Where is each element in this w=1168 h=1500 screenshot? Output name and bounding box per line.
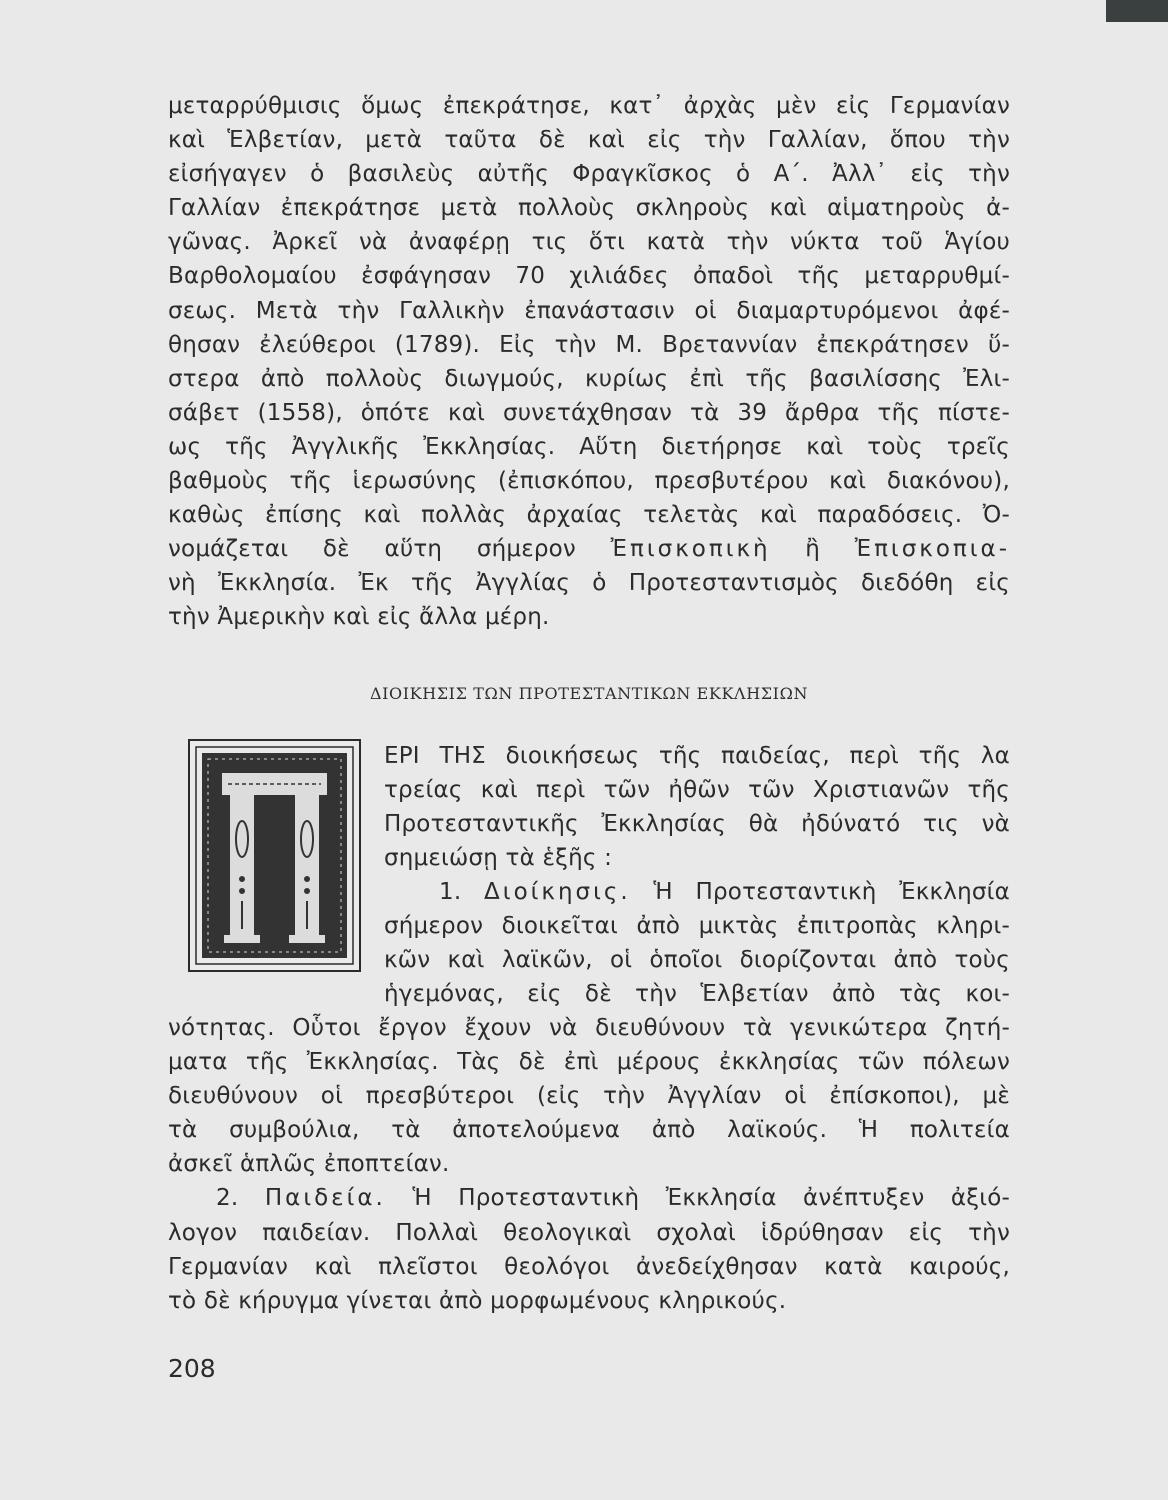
paragraph-line: βαθμοὺς τῆς ἱερωσύνης (ἐπισκόπου, πρεσβυτέρου καὶ διακόνου), [168, 468, 1010, 495]
paragraph-line: Γαλλίαν ἐπεκράτησε μετὰ πολλοὺς σκληροὺς καὶ αἱματηροὺς ἀ- [168, 195, 1010, 222]
paragraph-line: στερα ἀπὸ πολλοὺς διωγμούς, κυρίως ἐπὶ τῆς βασιλίσσης Ἐλι- [168, 365, 1010, 392]
paragraph-line: μεταρρύθμισις ὅμως ἐπεκράτησε, κατ᾽ ἀρχὰς μὲν εἰς Γερμανίαν [168, 93, 1010, 119]
paragraph-line: ΕΡΙ ΤΗΣ διοικήσεως τῆς παιδείας, περὶ τῆς λα [384, 743, 1010, 769]
section-heading: ΔΙΟΙΚΗΣΙΣ ΤΩΝ ΠΡΟΤΕΣΤΑΝΤΙΚΩΝ ΕΚΚΛΗΣΙΩΝ [369, 684, 809, 703]
paragraph-line: τὰ συμβούλια, τὰ ἀποτελούμενα ἀπὸ λαϊκούς. Ἡ πολιτεία [168, 1117, 1010, 1144]
spaced-term: Ἐπισκοπικὴ [610, 536, 771, 563]
paragraph-line: καθὼς ἐπίσης καὶ πολλὰς ἀρχαίας τελετὰς καὶ παραδόσεις. Ὀ- [168, 502, 1010, 529]
paragraph-line: ματα τῆς Ἐκκλησίας. Τὰς δὲ ἐπὶ μέρους ἐκκλησίας τῶν πόλεων [168, 1049, 1010, 1076]
dropcap-ornament [188, 739, 361, 972]
item-term: Παιδεία. [264, 1185, 386, 1212]
paragraph-line: τρείας καὶ περὶ τῶν ἠθῶν τῶν Χριστιανῶν τῆς [384, 777, 1010, 803]
paragraph-line: γῶνας. Ἀρκεῖ νὰ ἀναφέρῃ τις ὅτι κατὰ τὴν νύκτα τοῦ Ἁγίου [168, 229, 1010, 256]
paragraph-line: καὶ Ἑλβετίαν, μετὰ ταῦτα δὲ καὶ εἰς τὴν Γαλλίαν, ὅπου τὴν [168, 127, 1010, 154]
paragraph-line: εἰσήγαγεν ὁ βασιλεὺς αὐτῆς Φραγκῖσκος ὁ Α΄. Ἀλλ᾽ εἰς τὴν [168, 161, 1010, 188]
paragraph-line: Γερμανίαν καὶ πλεῖστοι θεολόγοι ἀνεδείχθησαν κατὰ καιρούς, [168, 1253, 1010, 1280]
paragraph-line: σημειώσῃ τὰ ἑξῆς : [384, 845, 613, 871]
paragraph-line: τὴν Ἀμερικὴν καὶ εἰς ἄλλα μέρη. [168, 604, 550, 631]
paragraph-line: νὴ Ἐκκλησία. Ἐκ τῆς Ἀγγλίας ὁ Προτεσταντισμὸς διεδόθη εἰς [168, 570, 1010, 597]
line-text: Ἡ Προτεσταντικὴ Ἐκκλησία ἀνέπτυξεν ἀξιό- [412, 1185, 1011, 1212]
paragraph-line: ως τῆς Ἀγγλικῆς Ἐκκλησίας. Αὕτη διετήρησε καὶ τοὺς τρεῖς [168, 433, 1010, 460]
paragraph-line: λογον παιδείαν. Πολλαὶ θεολογικαὶ σχολαὶ ἱδρύθησαν εἰς τὴν [168, 1219, 1010, 1246]
paragraph-line [168, 532, 1010, 566]
paragraph-line: ἡγεμόνας, εἰς δὲ τὴν Ἑλβετίαν ἀπὸ τὰς κοι- [384, 981, 1010, 1007]
line-text: Ἡ Προτεσταντικὴ Ἐκκλησία [653, 879, 1011, 905]
paragraph-line: νότητας. Οὗτοι ἔργον ἔχουν νὰ διευθύνουν τὰ γενικώτερα ζητή- [168, 1015, 1010, 1041]
item-heading-line [384, 875, 1010, 909]
section-body [168, 1011, 1010, 1318]
paragraph-line: τὸ δὲ κήρυγμα γίνεται ἀπὸ μορφωμένους κληρικούς. [168, 1287, 787, 1314]
spaced-term: Ἐπισκοπια- [854, 536, 1011, 563]
paragraph-line: κῶν καὶ λαϊκῶν, οἱ ὁποῖοι διορίζονται ἀπὸ τοὺς [384, 947, 1010, 973]
paragraph-line: διευθύνουν οἱ πρεσβύτεροι (εἰς τὴν Ἀγγλίαν οἱ ἐπίσκοποι), μὲ [168, 1083, 1010, 1110]
item-term: Διοίκησις. [484, 879, 631, 905]
item-heading-line [168, 1181, 1010, 1215]
scan-corner-mark [1106, 0, 1168, 22]
section-indented-text [384, 739, 1010, 1011]
dropcap-pi-icon [188, 739, 361, 972]
page-number: 208 [168, 1354, 216, 1383]
item-number: 1. [439, 879, 462, 905]
line-text: ἢ [805, 536, 821, 563]
paragraph-line: Προτεσταντικῆς Ἐκκλησίας θὰ ἠδύνατό τις νὰ [384, 811, 1010, 837]
top-paragraph [168, 89, 1010, 635]
item-number: 2. [216, 1185, 239, 1212]
paragraph-line: σεως. Μετὰ τὴν Γαλλικὴν ἐπανάστασιν οἱ διαμαρτυρόμενοι ἀφέ- [168, 297, 1010, 324]
paragraph-line: Βαρθολομαίου ἐσφάγησαν 70 χιλιάδες ὀπαδοὶ τῆς μεταρρυθμί- [168, 263, 1010, 290]
line-text: νομάζεται δὲ αὕτη σήμερον [168, 536, 576, 563]
paragraph-line: θησαν ἐλεύθεροι (1789). Εἰς τὴν Μ. Βρεταννίαν ἐπεκράτησεν ὕ- [168, 331, 1010, 358]
paragraph-line: σάβετ (1558), ὁπότε καὶ συνετάχθησαν τὰ 39 ἄρθρα τῆς πίστε- [168, 399, 1010, 426]
paragraph-line: ἀσκεῖ ἁπλῶς ἐποπτείαν. [168, 1151, 450, 1178]
paragraph-line: σήμερον διοικεῖται ἀπὸ μικτὰς ἐπιτροπὰς κληρι- [384, 913, 1010, 939]
